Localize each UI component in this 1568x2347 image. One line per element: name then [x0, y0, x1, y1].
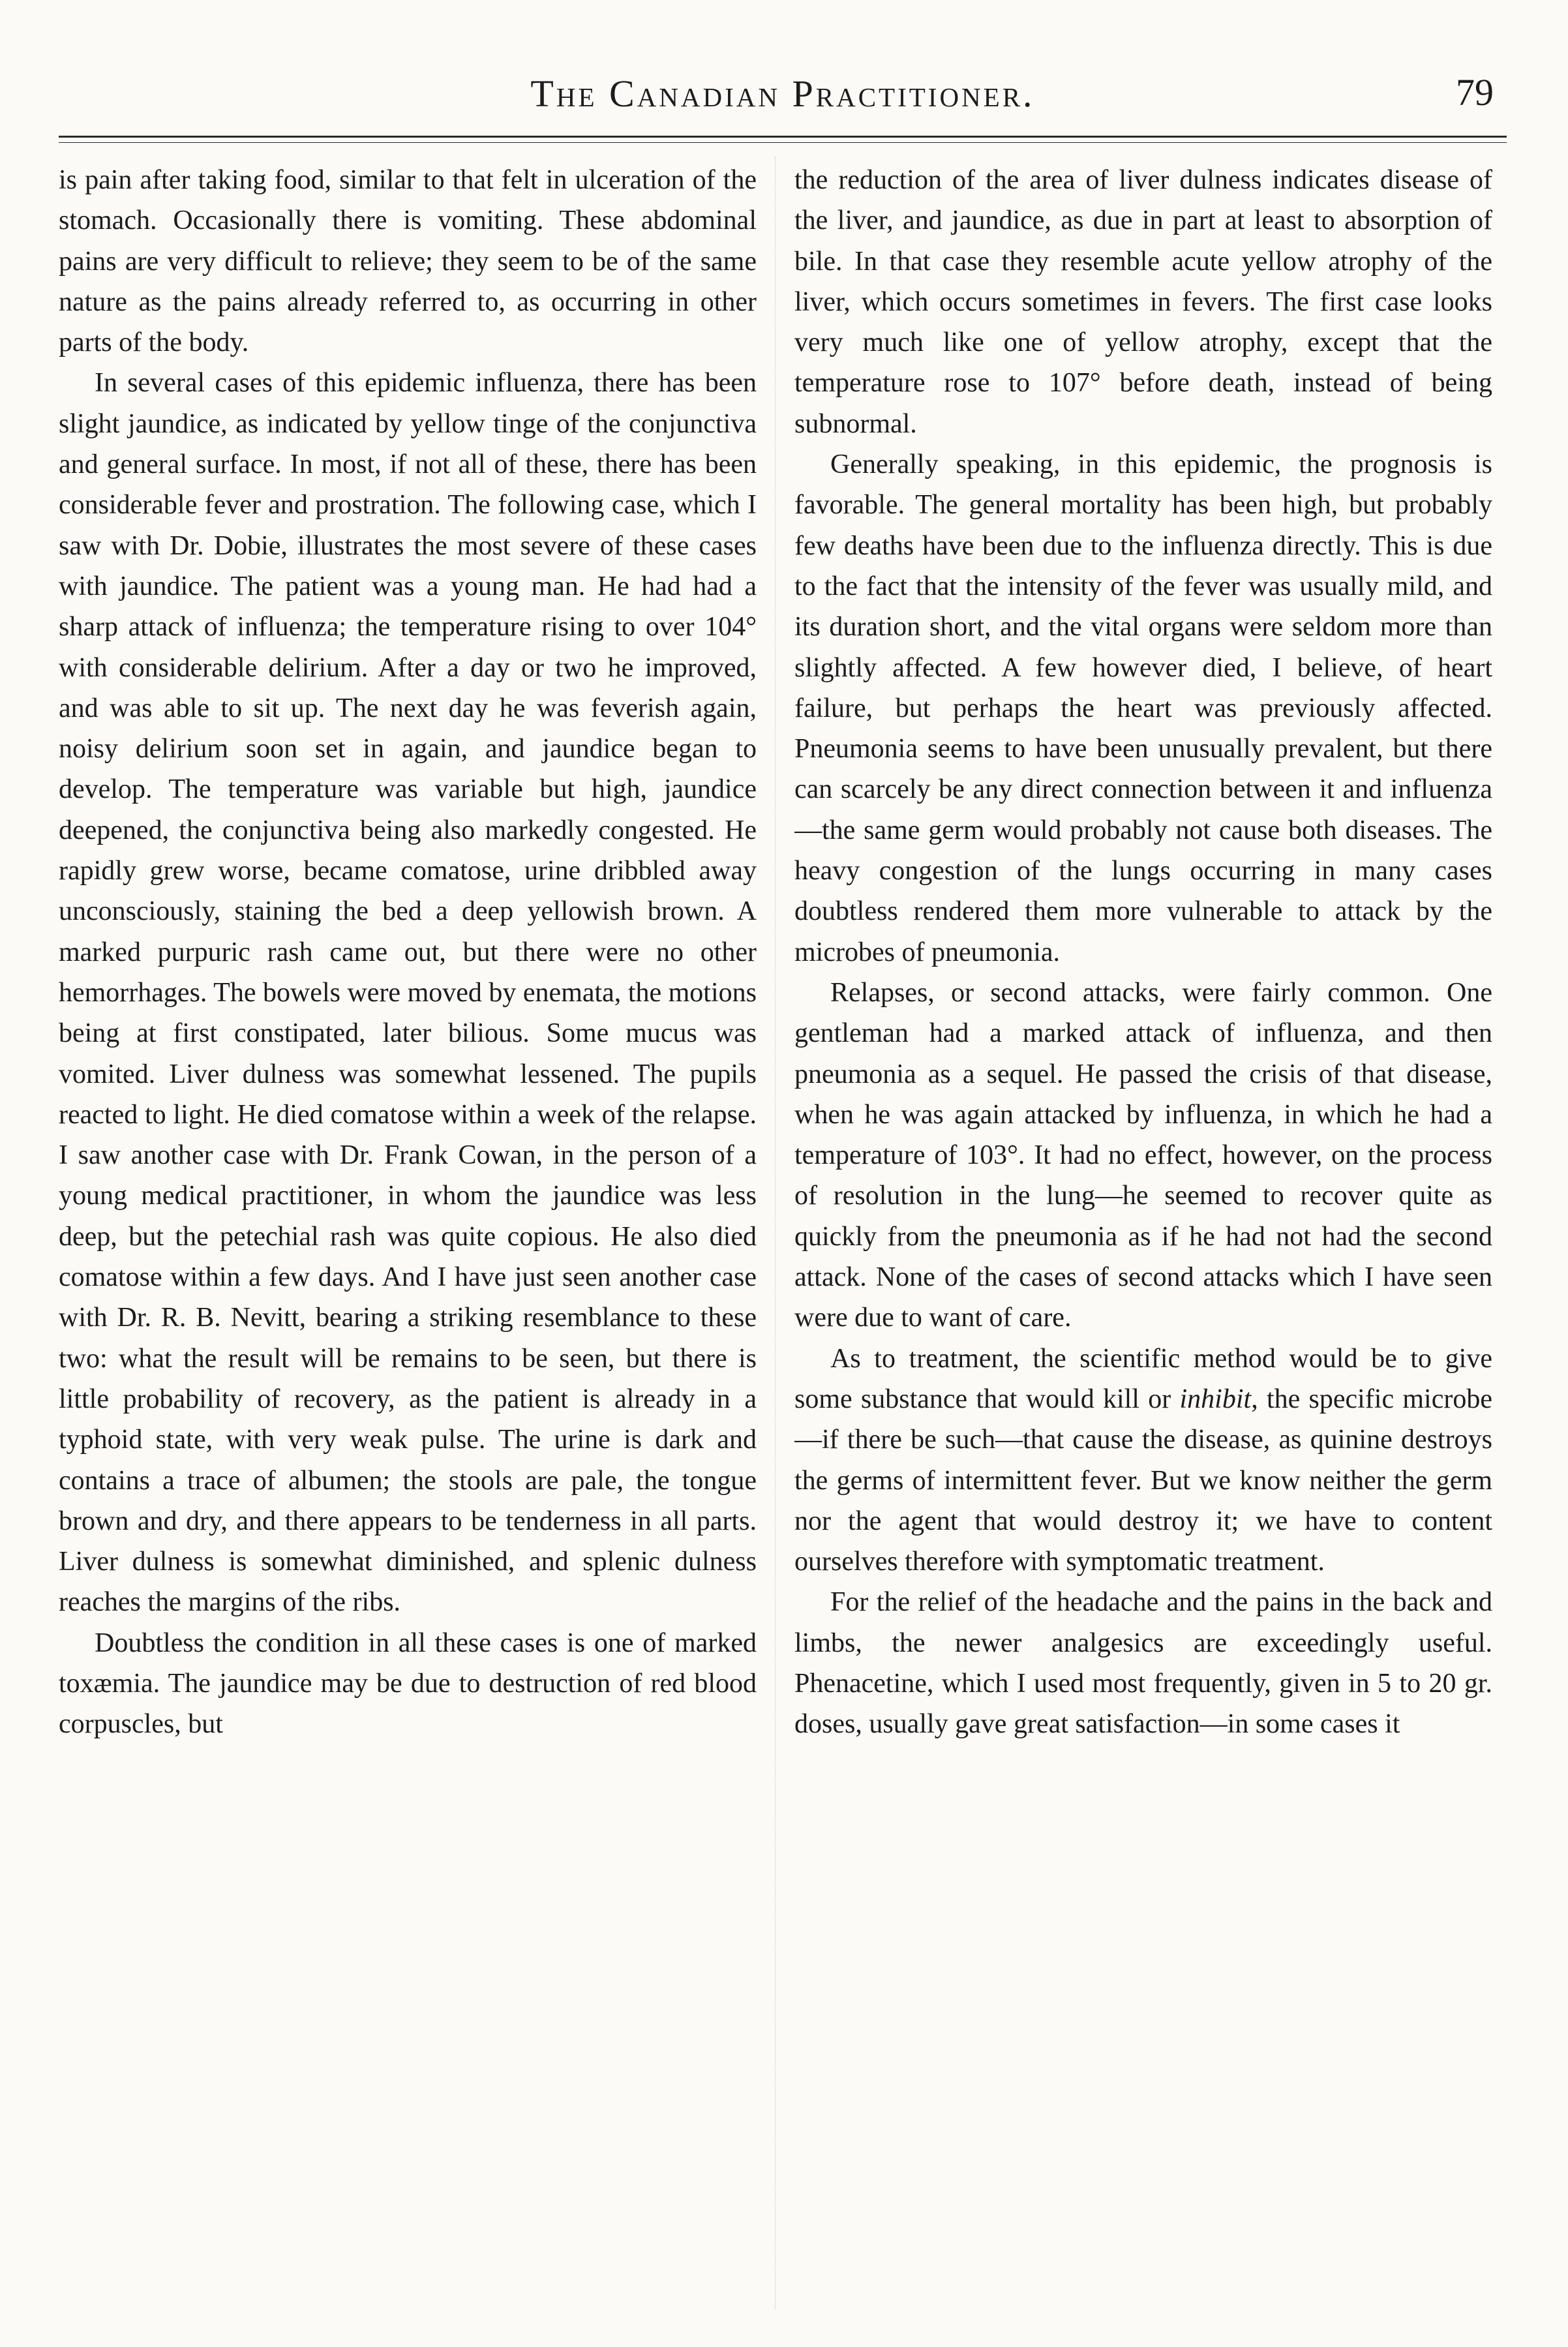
- paragraph: Doubtless the condition in all these cases is one of marked toxæmia. The jaundice may be due to destruction of red blood corpuscles, but: [59, 1628, 757, 1740]
- column-divider: [775, 157, 776, 2309]
- paragraph: Generally speaking, in this epidemic, the prognosis is favorable. The general mortality has been high, but probably few deaths have been due to the influenza directly. This is due to the fact that the intensity of the fever was usually mild, and its duration short, and the vital organs were seldom more than slightly affected. A few however died, I believe, of heart failure, but perhaps the heart was previously affected. Pneumonia seems to have been unusually prevalent, but there can scarcely be any direct connection between it and influenza—the same germ would probably not cause both diseases. The heavy congestion of the lungs occurring in many cases doubtless rendered them more vulnerable to attack by the microbes of pneumonia.: [794, 449, 1492, 967]
- paragraph: In several cases of this epidemic influenza, there has been slight jaundice, as indicated by yellow tinge of the conjunctiva and general surface. In most, if not all of these, there has been considerable fever and prostration. The following case, which I saw with Dr. Dobie, illustrates the most severe of these cases with jaundice. The patient was a young man. He had had a sharp attack of influenza; the temperature rising to over 104° with considerable delirium. After a day or two he improved, and was able to sit up. The next day he was feverish again, noisy delirium soon set in again, and jaundice began to develop. The temperature was variable but high, jaundice deepened, the conjunctiva being also markedly congested. He rapidly grew worse, became comatose, urine dribbled away unconsciously, staining the bed a deep yellowish brown. A marked purpuric rash came out, but there were no other hemorrhages. The bowels were moved by enemata, the motions being at first constipated, later bilious. Some mucus was vomited. Liver dulness was somewhat lessened. The pupils reacted to light. He died comatose within a week of the relapse. I saw another case with Dr. Frank Cowan, in the person of a young medical practitioner, in whom the jaundice was less deep, but the petechial rash was quite copious. He also died comatose within a few days. And I have just seen another case with Dr. R. B. Nevitt, bearing a striking resemblance to these two: what the result will be remains to be seen, but there is little probability of recovery, as the patient is already in a typhoid state, with very weak pulse. The urine is dark and contains a trace of albumen; the stools are pale, the tongue brown and dry, and there appears to be tenderness in all parts. Liver dulness is somewhat diminished, and splenic dulness reaches the margins of the ribs.: [59, 368, 757, 1618]
- paragraph: is pain after taking food, similar to that felt in ulceration of the stomach. Occasionally there is vomiting. These abdominal pains are very difficult to relieve; they seem to be of the same nature as the pains already referred to, as occurring in other parts of the body.: [59, 165, 757, 358]
- text-run: , the specific microbe—if there be such—that cause the disease, as quinine destroys the germs of intermittent fever. But we know neither the germ nor the agent that would destroy it; we have to content ourselves therefore with symptomatic treatment.: [794, 1384, 1492, 1577]
- paragraph: Relapses, or second attacks, were fairly common. One gentleman had a marked attack of influenza, and then pneumonia as a sequel. He passed the crisis of that disease, when he was again attacked by influenza, in which he had a temperature of 103°. It had no effect, however, on the process of resolution in the lung—he seemed to recover quite as quickly from the pneumonia as if he had not had the second attack. None of the cases of second attacks which I have seen were due to want of care.: [794, 977, 1492, 1333]
- right-column: [794, 160, 1492, 2306]
- header-rule-thin: [59, 142, 1507, 143]
- running-header: [59, 65, 1507, 130]
- paragraph: For the relief of the headache and the pains in the back and limbs, the newer analgesics are exceedingly useful. Phenacetine, which I used most frequently, given in 5 to 20 gr. doses, usually gave great satisfaction—in some cases it: [794, 1587, 1492, 1740]
- journal-title: The Canadian Practitioner.: [530, 72, 1035, 115]
- header-rule: [59, 136, 1507, 138]
- paragraph: the reduction of the area of liver dulness indicates disease of the liver, and jaundice, as due in part at least to absorption of bile. In that case they resemble acute yellow atrophy of the liver, which occurs sometimes in fevers. The first case looks very much like one of yellow atrophy, except that the temperature rose to 107° before death, instead of being subnormal.: [794, 165, 1492, 439]
- page-number: 79: [1456, 71, 1494, 114]
- italic-term: inhibit: [1179, 1384, 1252, 1414]
- paragraph: [794, 1339, 1492, 1582]
- left-column: [59, 160, 757, 2306]
- text-run: As to treatment, the scientific method would be to give some substance that would kill or: [794, 1343, 1492, 1414]
